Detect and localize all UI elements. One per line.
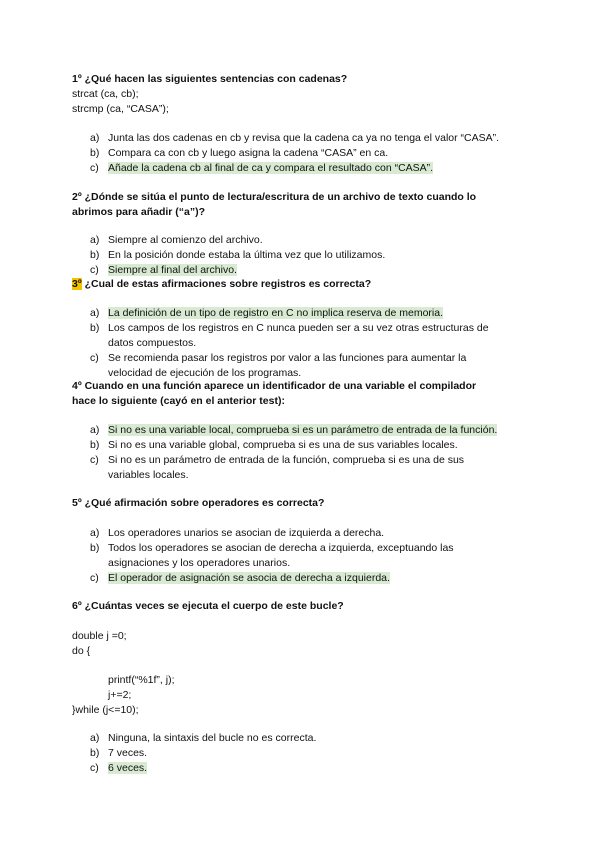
question-2-options: [72, 233, 542, 278]
option-a: a) Siempre al comienzo del archivo.: [90, 234, 263, 246]
option-b: b) Todos los operadores se asocian de derecha a izquierda, exceptuando las asignaciones y los operadores unarios.: [90, 542, 454, 569]
code-line: strcmp (ca, “CASA”);: [72, 103, 169, 115]
option-b: b) En la posición donde estaba la última vez que lo utilizamos.: [90, 249, 386, 261]
code-block-body: [72, 673, 542, 718]
question-6-title: 6º ¿Cuántas veces se ejecuta el cuerpo de este bucle?: [72, 600, 344, 612]
option-b: b) Los campos de los registros en C nunca pueden ser a su vez otras estructuras de datos compuestos.: [90, 322, 489, 349]
option-a-correct: a) La definición de un tipo de registro en C no implica reserva de memoria.: [90, 307, 444, 319]
code-line: printf(“%1f”, j);: [108, 674, 175, 686]
answer-highlight: 6 veces.: [108, 762, 148, 774]
option-c-correct: c) Siempre al final del archivo.: [90, 264, 237, 276]
option-b: b) 7 veces.: [90, 747, 148, 759]
question-4-title-line2: hace lo siguiente (cayó en el anterior test):: [72, 395, 285, 407]
question-number-highlight: 3º: [72, 278, 82, 290]
code-line: }while (j<=10);: [72, 704, 139, 716]
option-b: b) Compara ca con cb y luego asigna la cadena “CASA” en ca.: [90, 147, 389, 159]
answer-highlight: El operador de asignación se asocia de derecha a izquierda.: [108, 572, 390, 584]
code-line: strcat (ca, cb);: [72, 88, 139, 100]
option-a: a) Los operadores unarios se asocian de izquierda a derecha.: [90, 527, 385, 539]
question-4-title-line1: 4º Cuando en una función aparece un identificador de una variable el compilador: [72, 380, 477, 392]
option-c: c) Si no es un parámetro de entrada de la función, comprueba si es una de sus variables locales.: [90, 454, 465, 481]
code-block: [72, 629, 542, 659]
option-a: a) Ninguna, la sintaxis del bucle no es correcta.: [90, 732, 317, 744]
question-2-title-line1: 2º ¿Dónde se sitúa el punto de lectura/escritura de un archivo de texto cuando lo: [72, 191, 477, 203]
code-line: j+=2;: [108, 689, 132, 701]
question-1-title: 1º ¿Qué hacen las siguientes sentencias con cadenas?: [72, 73, 348, 85]
answer-highlight: Añade la cadena cb al final de ca y compara el resultado con “CASA”.: [108, 162, 434, 174]
option-b: b) Si no es una variable global, comprueba si es una de sus variables locales.: [90, 439, 458, 451]
question-4: [72, 379, 542, 409]
question-3-options: [72, 306, 542, 381]
question-3: [72, 277, 542, 292]
option-c-correct: c) El operador de asignación se asocia de derecha a izquierda.: [90, 572, 390, 584]
answer-highlight: Siempre al final del archivo.: [108, 264, 237, 276]
question-5-options: [72, 526, 542, 586]
question-3-title: 3º ¿Cual de estas afirmaciones sobre registros es correcta?: [72, 278, 372, 290]
answer-highlight: La definición de un tipo de registro en C no implica reserva de memoria.: [108, 307, 444, 319]
question-1: [72, 72, 542, 117]
question-5-title: 5º ¿Qué afirmación sobre operadores es correcta?: [72, 497, 325, 509]
question-6-options: [72, 731, 542, 776]
question-6: [72, 599, 542, 614]
option-a: a) Junta las dos cadenas en cb y revisa que la cadena ca ya no tenga el valor “CASA”.: [90, 132, 500, 144]
question-2: [72, 190, 542, 220]
option-c: c) Se recomienda pasar los registros por valor a las funciones para aumentar la velocidad de ejecución de los programas.: [90, 352, 467, 379]
question-4-options: [72, 423, 542, 483]
code-line: do {: [72, 645, 91, 657]
option-c-correct: c) Añade la cadena cb al final de ca y compara el resultado con “CASA”.: [90, 162, 434, 174]
question-5: [72, 496, 542, 511]
question-1-options: [72, 131, 542, 176]
code-line: double j =0;: [72, 630, 127, 642]
answer-highlight: Si no es una variable local, comprueba si es un parámetro de entrada de la función.: [108, 424, 498, 436]
option-a-correct: a) Si no es una variable local, comprueba si es un parámetro de entrada de la función.: [90, 424, 498, 436]
option-c-correct: c) 6 veces.: [90, 762, 148, 774]
question-2-title-line2: abrimos para añadir (“a”)?: [72, 206, 206, 218]
